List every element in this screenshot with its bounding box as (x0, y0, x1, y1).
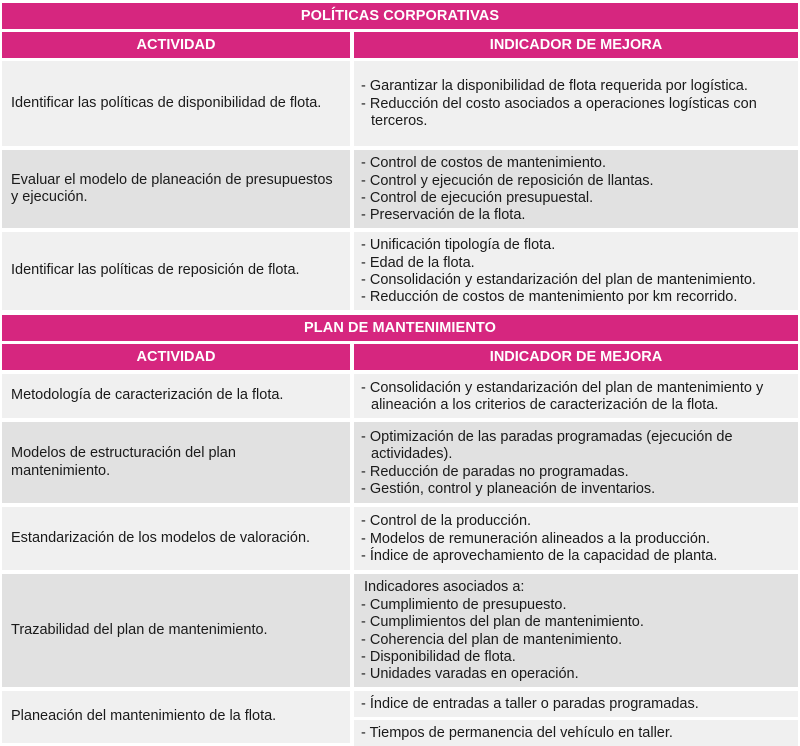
indicator-item: - Índice de entradas a taller o paradas programadas. (354, 691, 798, 717)
indicator-item: - Gestión, control y planeación de inventarios. (361, 480, 656, 497)
indicator-item: - Disponibilidad de flota. (361, 648, 516, 665)
indicator-cell (354, 374, 798, 418)
indicator-cell (354, 574, 798, 687)
activity-cell: Estandarización de los modelos de valoración. (2, 507, 350, 570)
indicator-item: - Modelos de remuneración alineados a la producción. (361, 530, 711, 547)
table-row (2, 507, 798, 570)
table-row (2, 374, 798, 418)
table-row (2, 150, 798, 228)
indicator-item: - Edad de la flota. (361, 254, 475, 271)
table-row (2, 691, 798, 743)
activity-cell: Modelos de estructuración del plan mantenimiento. (2, 422, 350, 503)
activity-cell: Metodología de caracterización de la flota. (2, 374, 350, 418)
indicator-cell (354, 691, 798, 743)
indicator-item: - Consolidación y estandarización del plan de mantenimiento y alineación a los criterios de caracterización de la flota. (361, 379, 764, 413)
indicator-item: - Control y ejecución de reposición de llantas. (361, 172, 654, 189)
indicator-item: - Reducción del costo asociados a operaciones logísticas con terceros. (361, 95, 757, 130)
indicator-item: - Cumplimientos del plan de mantenimiento. (361, 614, 644, 631)
col-header-actividad: ACTIVIDAD (2, 32, 350, 58)
section-title-politicas: POLÍTICAS CORPORATIVAS (2, 3, 798, 29)
col-header-actividad: ACTIVIDAD (2, 344, 350, 370)
indicator-item: - Cumplimiento de presupuesto. (361, 596, 567, 613)
indicator-item: - Unidades varadas en operación. (361, 666, 579, 683)
header-row (2, 344, 798, 370)
activity-cell: Planeación del mantenimiento de la flota. (2, 691, 350, 743)
indicator-cell (354, 61, 798, 146)
indicator-item: - Reducción de costos de mantenimiento por km recorrido. (361, 289, 738, 306)
section-title-plan: PLAN DE MANTENIMIENTO (2, 315, 798, 341)
policy-table (2, 3, 798, 743)
col-header-indicador: INDICADOR DE MEJORA (354, 344, 798, 370)
table-row (2, 422, 798, 503)
indicator-item: - Garantizar la disponibilidad de flota requerida por logística. (361, 78, 748, 95)
indicator-cell (354, 422, 798, 503)
indicator-cell (354, 507, 798, 570)
indicator-lead: Indicadores asociados a: (364, 579, 525, 596)
indicator-item: - Optimización de las paradas programadas (ejecución de actividades). (361, 428, 733, 463)
indicator-item: - Unificación tipología de flota. (361, 237, 556, 254)
indicator-item: - Control de ejecución presupuestal. (361, 190, 594, 206)
indicator-item: - Preservación de la flota. (361, 207, 526, 224)
col-header-indicador: INDICADOR DE MEJORA (354, 32, 798, 58)
table-row (2, 61, 798, 146)
header-row (2, 32, 798, 58)
table-row (2, 232, 798, 310)
table-row (2, 574, 798, 687)
activity-cell: Trazabilidad del plan de mantenimiento. (2, 574, 350, 687)
activity-cell: Evaluar el modelo de planeación de presupuestos y ejecución. (2, 150, 350, 228)
indicator-item: - Consolidación y estandarización del plan de mantenimiento. (361, 272, 756, 288)
activity-cell: Identificar las políticas de reposición de flota. (2, 232, 350, 310)
indicator-cell (354, 150, 798, 228)
indicator-cell (354, 232, 798, 310)
indicator-item: - Coherencia del plan de mantenimiento. (361, 631, 623, 648)
indicator-item: - Reducción de paradas no programadas. (361, 463, 629, 480)
activity-cell: Identificar las políticas de disponibilidad de flota. (2, 61, 350, 146)
indicator-item: - Control de costos de mantenimiento. (361, 155, 607, 172)
indicator-item: - Control de la producción. (361, 513, 532, 530)
indicator-item: - Índice de aprovechamiento de la capacidad de planta. (361, 548, 718, 565)
indicator-item: - Tiempos de permanencia del vehículo en taller. (354, 720, 798, 746)
